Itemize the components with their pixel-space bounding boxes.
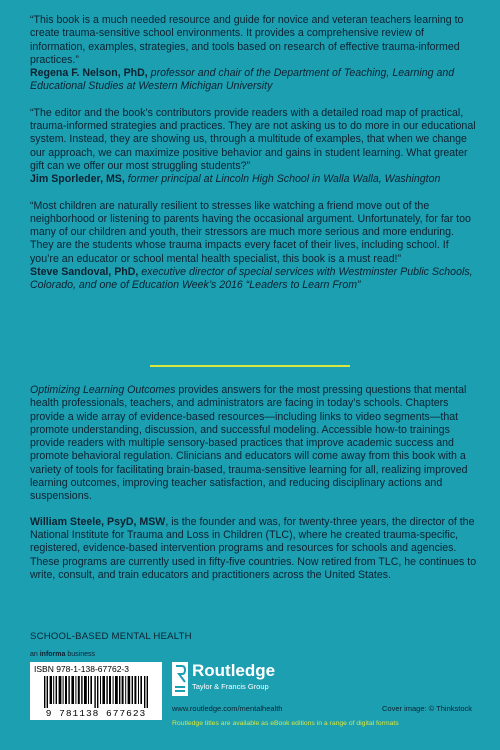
endorsement-quote: “This book is a much needed resource and guide for novice and veteran teachers learning to create trauma-sensitive school environments. It provides a comprehensive review of information, examples, strategies, and tools based on research of effective trauma-informed practices.” (30, 14, 464, 66)
endorsement-2 (30, 107, 480, 187)
book-description (30, 384, 480, 594)
informa-suffix: business (65, 651, 95, 658)
endorsement-attribution (30, 173, 480, 186)
barcode-number: 9 781138 677623 (45, 708, 147, 719)
subject-category: SCHOOL-BASED MENTAL HEALTH (30, 631, 192, 642)
publisher-name: Routledge (192, 661, 276, 680)
routledge-emblem-icon (172, 662, 188, 696)
isbn-text: ISBN 978-1-138-67762-3 (34, 664, 129, 674)
ebook-note: Routledge titles are available as eBook editions in a range of digital formats (172, 720, 399, 727)
endorser-name: Regena F. Nelson, PhD, (30, 67, 148, 80)
informa-business-label (30, 651, 95, 658)
author-name: William Steele, PsyD, MSW (30, 515, 166, 528)
endorser-role: executive director of special services with Westminster Public Schools, Colorado, and one of Education Week’s 2016 “Leaders to Learn From” (30, 266, 473, 292)
endorser-role: professor and chair of the Department of Teaching, Learning and Educational Studies at Western Michigan University (30, 67, 455, 93)
informa-prefix: an (30, 651, 40, 658)
endorser-role: former principal at Lincoln High School in Walla Walla, Washington (124, 173, 441, 186)
endorsement-quote: “Most children are naturally resilient to stresses like watching a friend move out of the neighborhood or listening to parents having the occasional argument. Unfortunately, for far too many of our children and youth, their stressors are much more serious and more enduring. They are the students whose trauma impacts every facet of their lives, including school. If you’re an educator or school mental health specialist, this book is a must read!” (30, 199, 471, 265)
publisher-logo (172, 662, 322, 698)
publisher-url: www.routledge.com/mentalhealth (172, 704, 283, 713)
informa-brand: informa (39, 651, 66, 658)
endorsement-quote: “The editor and the book’s contributors provide readers with a detailed road map of practical, trauma-informed strategies and practices. They are not asking us to do more in our educational system. Instead, they are showing us, through a multitude of examples, that when we change our approach, we can maximize positive behavior and gains in student learning. What greater gift can we offer our most struggling students?” (30, 106, 476, 172)
endorsement-3 (30, 200, 480, 293)
endorsement-attribution (30, 266, 480, 293)
description-paragraph (30, 384, 480, 504)
author-bio (30, 516, 480, 582)
divider-line (150, 365, 350, 367)
endorsement-1 (30, 14, 480, 94)
description-body: provides answers for the most pressing questions that mental health professionals, teachers, and administrators are facing in today’s schools. Chapters provide a wide array of evidence-based resources—including links to video segments—that promote understanding, discussion, and successful modeling. Accessible how-to trainings provide readers with multiple sensory-based practices that improve academic success and promote behavioral regulation. Clinicians and educators will come away from this book with a variety of tools for facilitating brain-based, trauma-sensitive learning for all, realizing improved learning outcomes, improving teacher satisfaction, and reducing disciplinary actions and suspensions. (30, 384, 468, 503)
author-bio-text: , is the founder and was, for twenty-three years, the director of the National Institute for Trauma and Loss in Children (TLC), where he created trauma-specific, registered, evidence-based intervention programs and resources for schools and agencies. These programs are currently used in fifty-five countries. Now retired from TLC, he continues to write, consult, and train educators and practitioners across the United States. (30, 515, 477, 581)
book-title: Optimizing Learning Outcomes (30, 384, 176, 396)
barcode-block (30, 662, 162, 720)
barcode-image (44, 676, 148, 708)
endorser-name: Steve Sandoval, PhD, (30, 266, 139, 279)
publisher-group: Taylor & Francis Group (192, 682, 269, 691)
endorser-name: Jim Sporleder, MS, (30, 173, 125, 186)
endorsement-attribution (30, 67, 480, 94)
cover-credit: Cover image: © Thinkstock (382, 704, 473, 713)
endorsements (30, 14, 480, 306)
